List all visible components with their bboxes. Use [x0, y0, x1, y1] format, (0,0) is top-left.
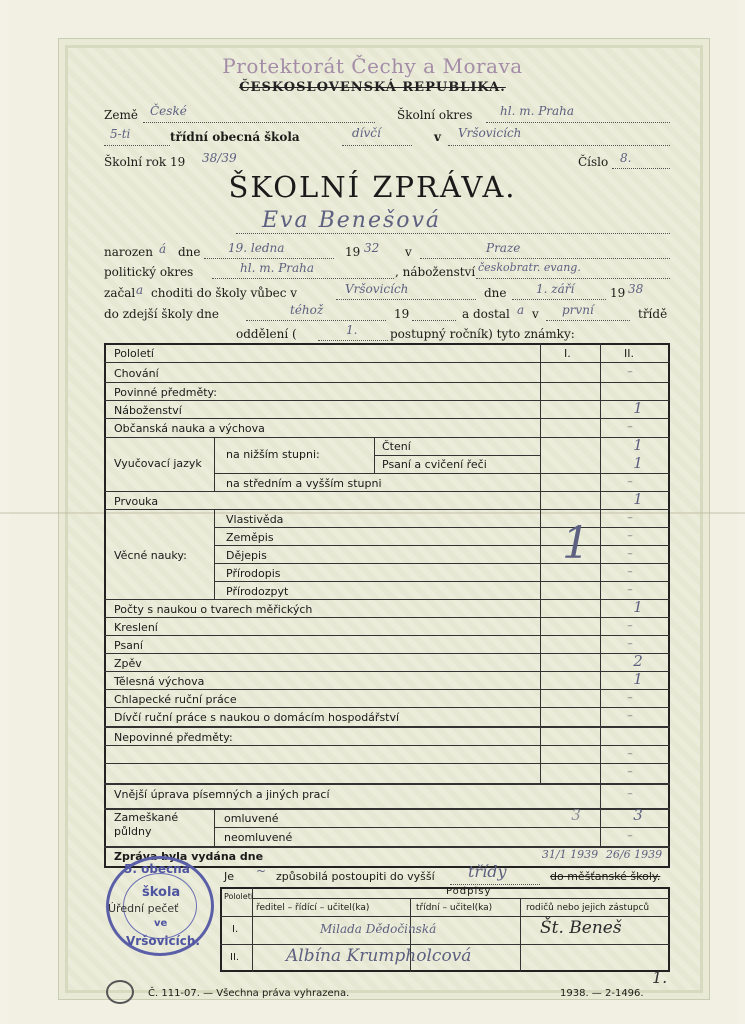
grade-pocty: 1 [633, 598, 643, 616]
grade-count-value: 5-ti [110, 127, 131, 141]
number-value: 8. [620, 151, 632, 165]
born-label: narozen [104, 245, 153, 259]
class-value: první [562, 303, 594, 317]
school-year-value: 38/39 [202, 151, 237, 165]
birth-date: 19. ledna [228, 241, 285, 255]
political-district: hl. m. Praha [240, 261, 315, 275]
director-signature: Albína Krumpholcová [286, 946, 472, 966]
grade-nabozenstvi: 1 [633, 399, 643, 417]
school-place-value: Vršovicích [458, 126, 522, 140]
col-i: I. [564, 347, 571, 360]
here-date: téhož [290, 303, 324, 317]
start-date: 1. září [536, 282, 575, 296]
v-label: v [434, 130, 441, 144]
protectorate-title: Protektorát Čechy a Morava [222, 54, 523, 78]
zeme-value: České [150, 104, 187, 118]
issue-date-ii: 26/6 1939 [605, 848, 663, 861]
grade-psani-cviceni: 1 [633, 454, 643, 472]
page-mark: 1. [652, 968, 668, 987]
student-name: Eva Benešová [262, 208, 442, 233]
school-label: třídní obecná škola [170, 130, 300, 144]
start-year: 38 [628, 282, 644, 296]
col-ii: II. [624, 347, 634, 360]
grades-table: Pololetí I. II. Chování Povinné předměty: Náboženství Občanská nauka a výchova Vyučovací jazyk na nižším stupni: Čtení Psaní a cvičení řeči na středním a vyšším stupni Prvouka Věcné nauky: Vlastivěda Zeměpis Dějepis Přírodopis Přírodozpyt Počty s naukou o tvarech měřických Kreslení Psaní Zpěv Tělesná výchova Chlapecké ruční práce Dívčí ruční práce s naukou o domácím hospodářství Nepovinné předměty: Vnější úprava písemných a jiných prací Zameškané půldny omluvené neomluvené Zpráva byla vydána dne 1 1 1 1 1 1 2 1 3 3 31/1 1939 26/6 1939 – – – – – – – – – – – – – – – – [104, 343, 670, 868]
religion-value: českobratr. evang. [478, 261, 581, 274]
grade-cteni: 1 [633, 436, 643, 454]
print-code: 1938. — 2-1496. [560, 988, 644, 999]
okres-label: Školní okres [397, 108, 473, 122]
start-place: Vršovicích [345, 282, 409, 296]
teacher-signature: Milada Dědočinská [320, 922, 437, 936]
section-value: 1. [346, 323, 358, 337]
birth-place: Praze [486, 241, 521, 255]
school-year-label: Školní rok 19 [104, 155, 186, 169]
col-pololeti: Pololetí [114, 347, 154, 360]
grade-prvouka: 1 [633, 490, 643, 508]
parent-signature: Št. Beneš [540, 918, 622, 938]
absences-i: 3 [571, 806, 581, 824]
absences-ii: 3 [633, 806, 643, 824]
number-label: Číslo [578, 155, 609, 169]
official-seal-label: Úřední pečeť [108, 902, 179, 915]
school-type-value: dívčí [352, 126, 381, 140]
okres-value: hl. m. Praha [500, 104, 575, 118]
republic-title: ČESKOSLOVENSKÁ REPUBLIKA. [239, 80, 506, 95]
grade-zpev: 2 [633, 652, 643, 670]
grade-vecne-nauky: 1 [562, 518, 590, 569]
birth-year: 32 [364, 241, 380, 255]
grade-telesna: 1 [633, 670, 643, 688]
report-heading: ŠKOLNÍ ZPRÁVA. [228, 170, 517, 204]
form-number: Č. 111-07. — Všechna práva vyhrazena. [148, 988, 350, 999]
zeme-label: Země [104, 108, 138, 122]
issue-date-i: 31/1 1939 [541, 848, 599, 861]
promotion-class: třídy [468, 862, 507, 881]
emblem-icon [106, 980, 134, 1004]
